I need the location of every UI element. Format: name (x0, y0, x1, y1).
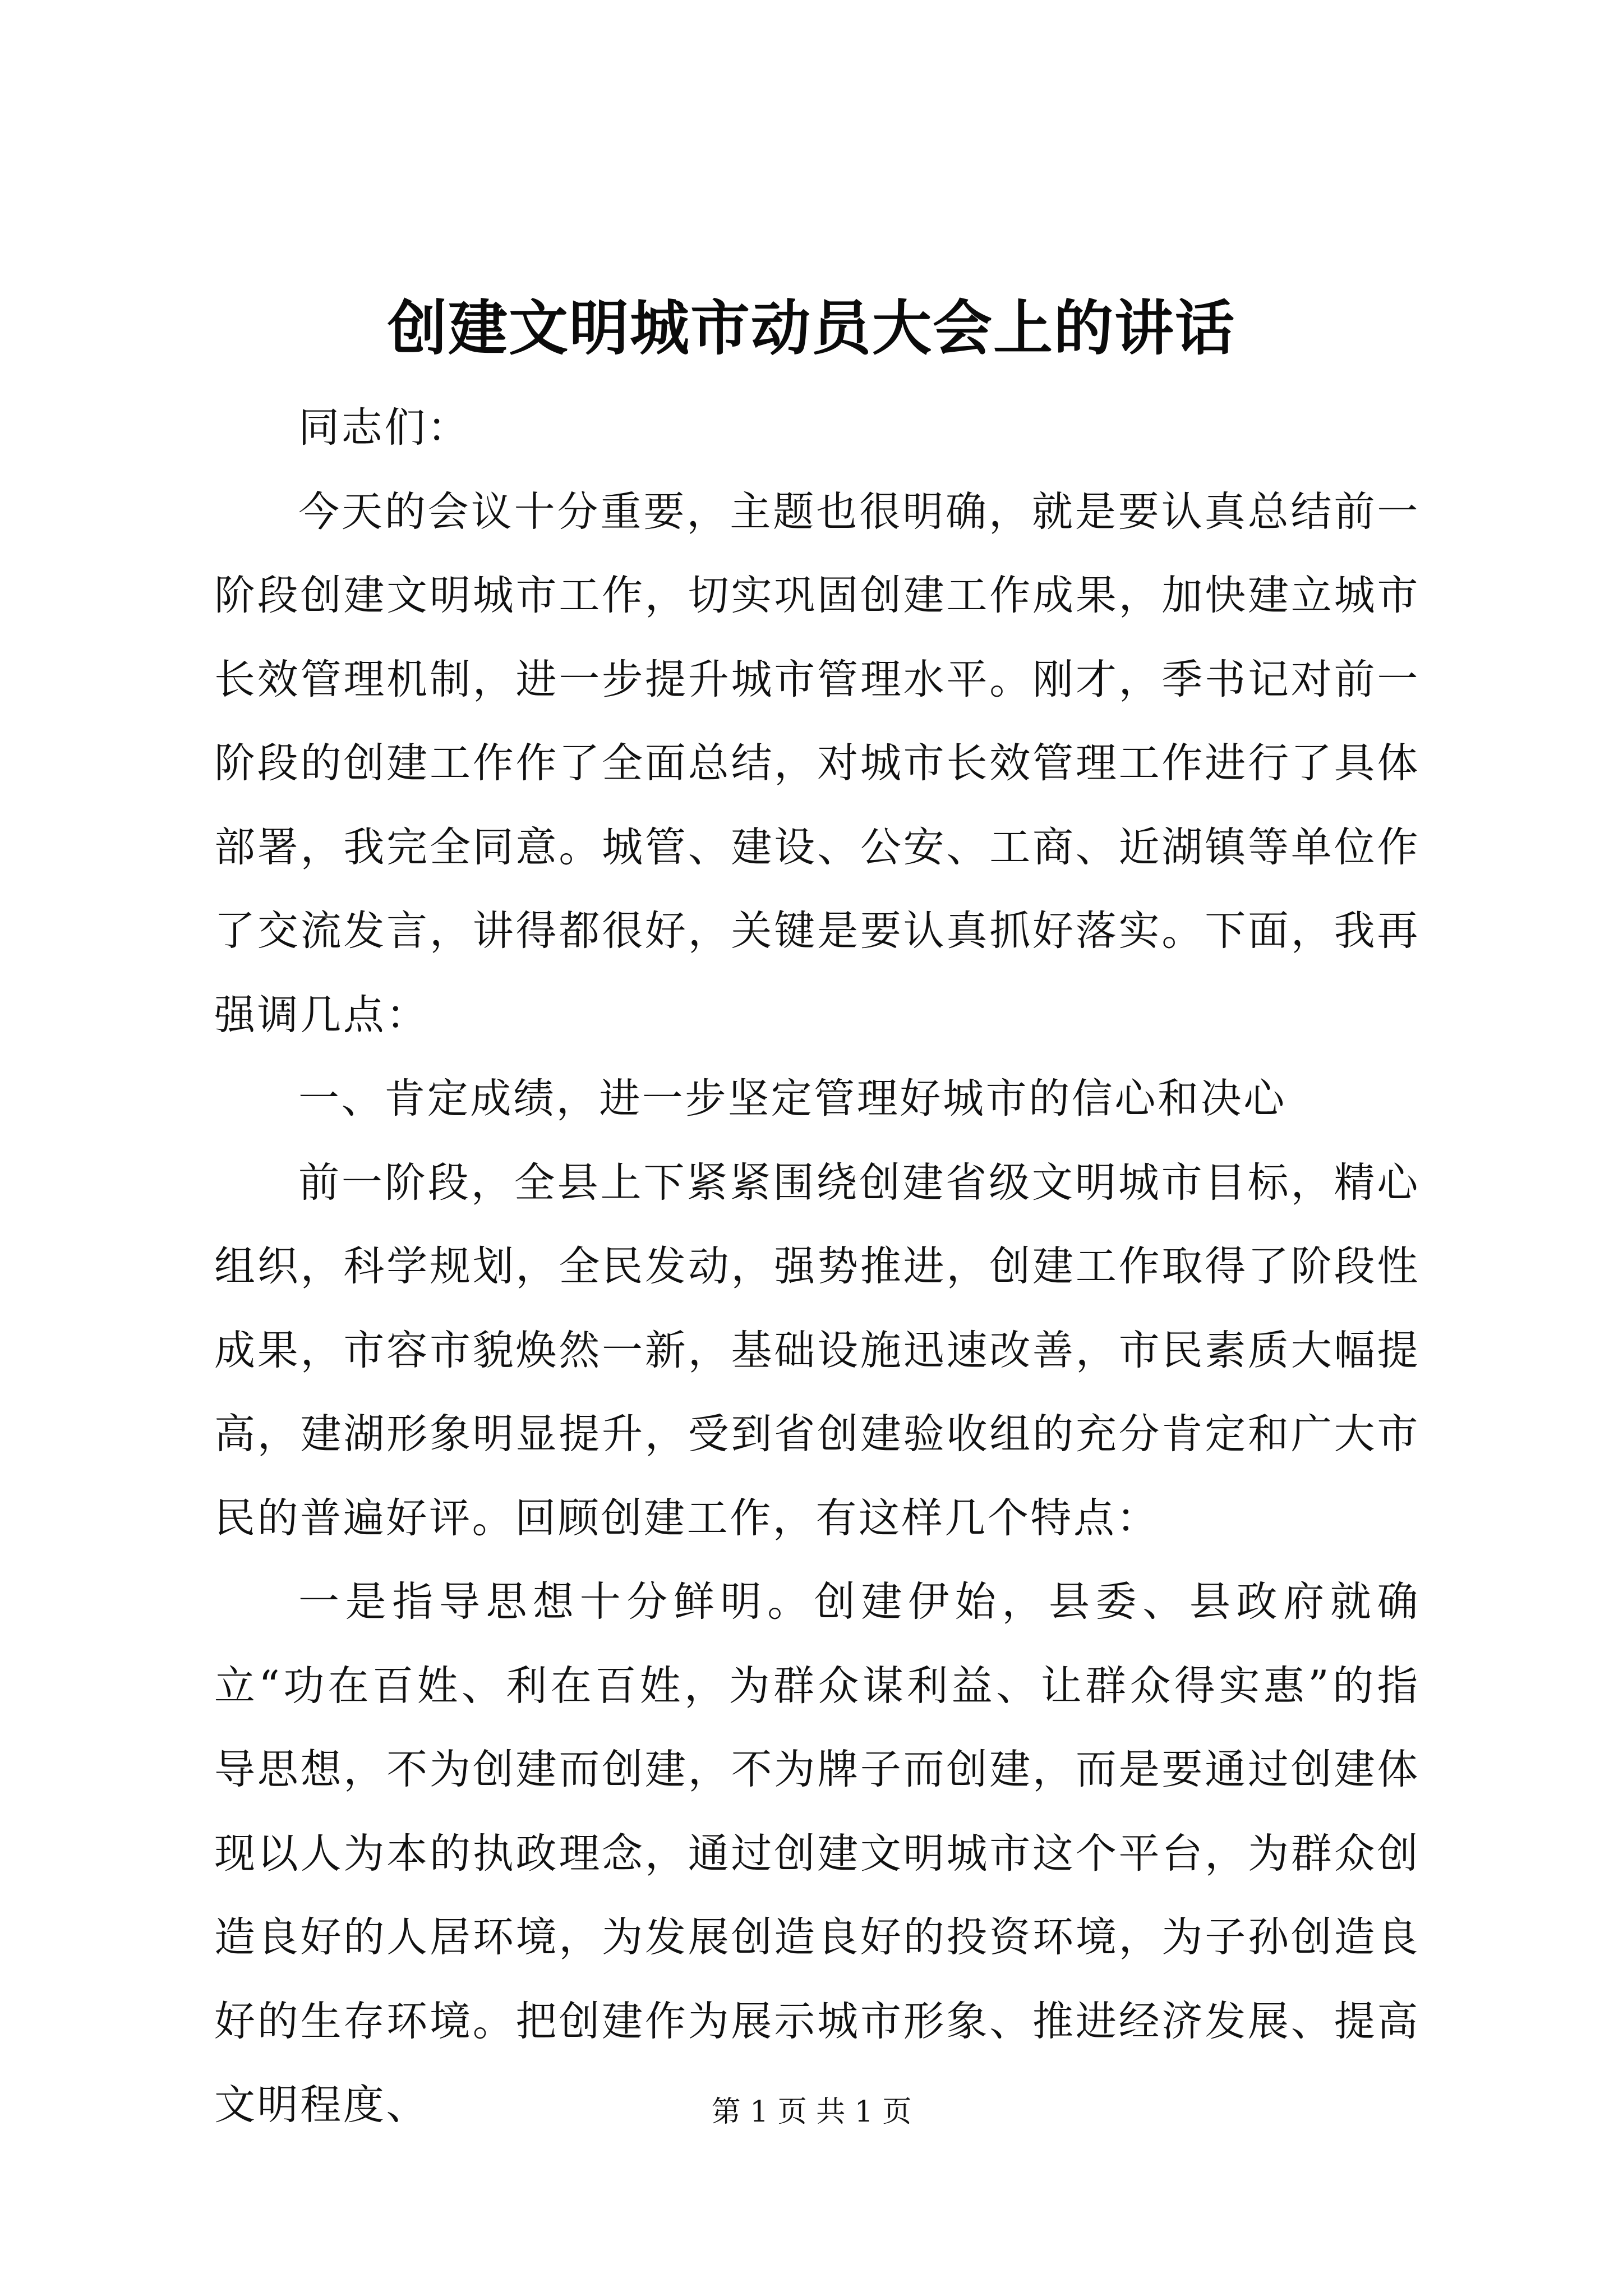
section-heading: 一、肯定成绩，进一步坚定管理好城市的信心和决心 (298, 1075, 1287, 1122)
salutation-paragraph: 同志们： (298, 404, 471, 452)
opening-paragraph: 今天的会议十分重要，主题也很明确，就是要认真总结前一阶段创建文明城市工作，切实巩固创建工作成果，加快建立城市长效管理机制，进一步提升城市管理水平。刚才，季书记对前一阶段的创建工作作了全面总结，对城市长效管理工作进行了具体部署，我完全同意。城管、建设、公安、工商、近湖镇等单位作了交流发言，讲得都很好，关键是要认真抓好落实。下面，我再强调几点： (214, 487, 1420, 1039)
body-paragraph: 一是指导思想十分鲜明。创建伊始，县委、县政府就确立“功在百姓、利在百姓，为群众谋利益、让群众得实惠”的指导思想，不为创建而创建，不为牌子而创建，而是要通过创建体现以人为本的执政理念，通过创建文明城市这个平台，为群众创造良好的人居环境，为发展创造良好的投资环境，为子孙创造良好的生存环境。把创建作为展示城市形象、推进经济发展、提高文明程度、 (214, 1578, 1420, 2129)
document-title: 创建文明城市动员大会上的讲话 (388, 293, 1235, 363)
document-body (214, 386, 1420, 2147)
page-footer: 第 1 页 共 1 页 (711, 2095, 912, 2129)
body-paragraph: 前一阶段，全县上下紧紧围绕创建省级文明城市目标，精心组织，科学规划，全民发动，强势推进，创建工作取得了阶段性成果，市容市貌焕然一新，基础设施迅速改善，市民素质大幅提高，建湖形象明显提升，受到省创建验收组的充分肯定和广大市民的普遍好评。回顾创建工作，有这样几个特点： (214, 1158, 1420, 1542)
